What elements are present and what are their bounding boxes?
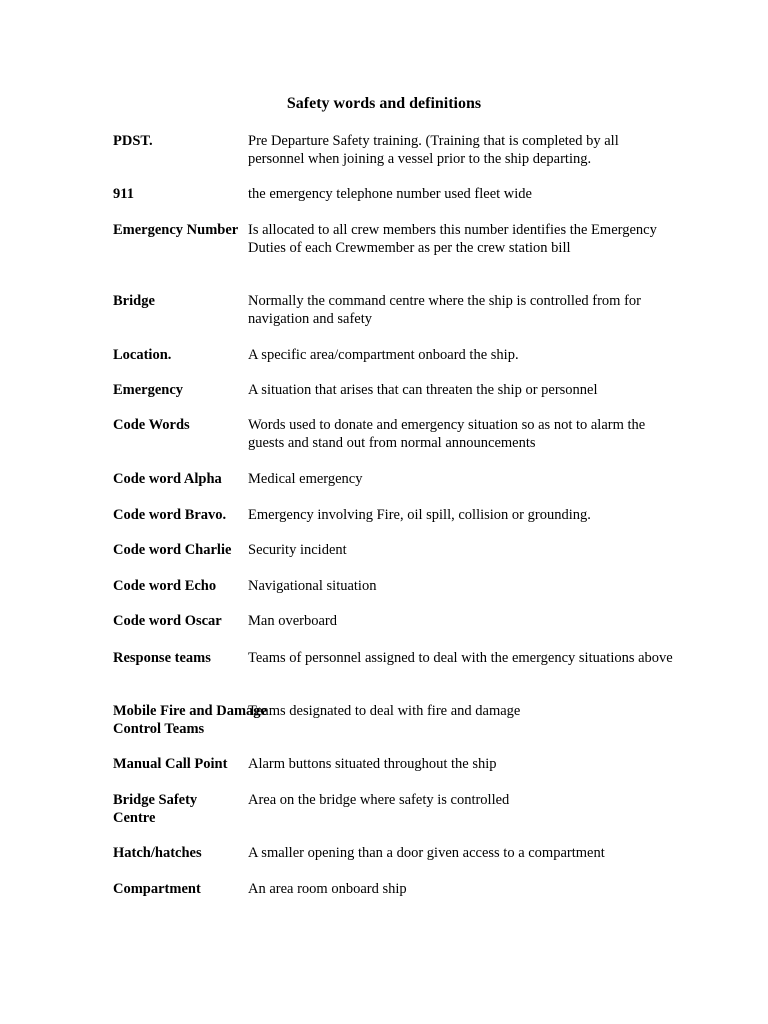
term: Code word Oscar bbox=[113, 613, 222, 629]
term: Manual Call Point bbox=[113, 756, 228, 772]
term: Code word Charlie bbox=[113, 542, 232, 558]
term: Emergency Number bbox=[113, 222, 239, 238]
term: Emergency bbox=[113, 382, 184, 398]
definition: An area room onboard ship bbox=[248, 881, 407, 897]
definition: Words used to donate and emergency situation so as not to alarm the guests and stand out from normal announcements bbox=[248, 417, 646, 451]
definition: Teams designated to deal with fire and damage bbox=[248, 703, 521, 719]
definition: Is allocated to all crew members this number identifies the Emergency Duties of each Crewmember as per the crew station bill bbox=[248, 222, 657, 256]
definition: Emergency involving Fire, oil spill, collision or grounding. bbox=[248, 507, 591, 523]
definition: Man overboard bbox=[248, 613, 337, 629]
term: Code word Echo bbox=[113, 578, 217, 594]
definition: A smaller opening than a door given access to a compartment bbox=[248, 845, 605, 861]
term: Hatch/hatches bbox=[113, 845, 202, 861]
term: Response teams bbox=[113, 650, 211, 666]
page-title: Safety words and definitions bbox=[286, 95, 482, 112]
term: Code word Alpha bbox=[113, 471, 222, 487]
definition: the emergency telephone number used fleet wide bbox=[248, 186, 532, 202]
term: Bridge Safety Centre bbox=[113, 792, 198, 826]
definition: Pre Departure Safety training. (Training that is completed by all personnel when joining a vessel prior to the ship departing. bbox=[248, 133, 619, 167]
term: Code Words bbox=[113, 417, 190, 433]
definition: A situation that arises that can threaten the ship or personnel bbox=[248, 382, 598, 398]
term: Location. bbox=[113, 347, 172, 363]
definition: Area on the bridge where safety is controlled bbox=[248, 792, 510, 808]
term: 911 bbox=[113, 186, 134, 202]
definition: Medical emergency bbox=[248, 471, 363, 487]
definition: Alarm buttons situated throughout the ship bbox=[248, 756, 497, 772]
term: Bridge bbox=[113, 293, 155, 309]
definition: Normally the command centre where the ship is controlled from for navigation and safety bbox=[248, 293, 641, 327]
term: Mobile Fire and Damage Control Teams bbox=[113, 703, 267, 737]
term: PDST. bbox=[113, 133, 153, 149]
definition: Teams of personnel assigned to deal with the emergency situations above bbox=[248, 650, 673, 666]
definition: Navigational situation bbox=[248, 578, 377, 594]
definition: A specific area/compartment onboard the ship. bbox=[248, 347, 519, 363]
definition: Security incident bbox=[248, 542, 347, 558]
term: Compartment bbox=[113, 881, 201, 897]
term: Code word Bravo. bbox=[113, 507, 227, 523]
